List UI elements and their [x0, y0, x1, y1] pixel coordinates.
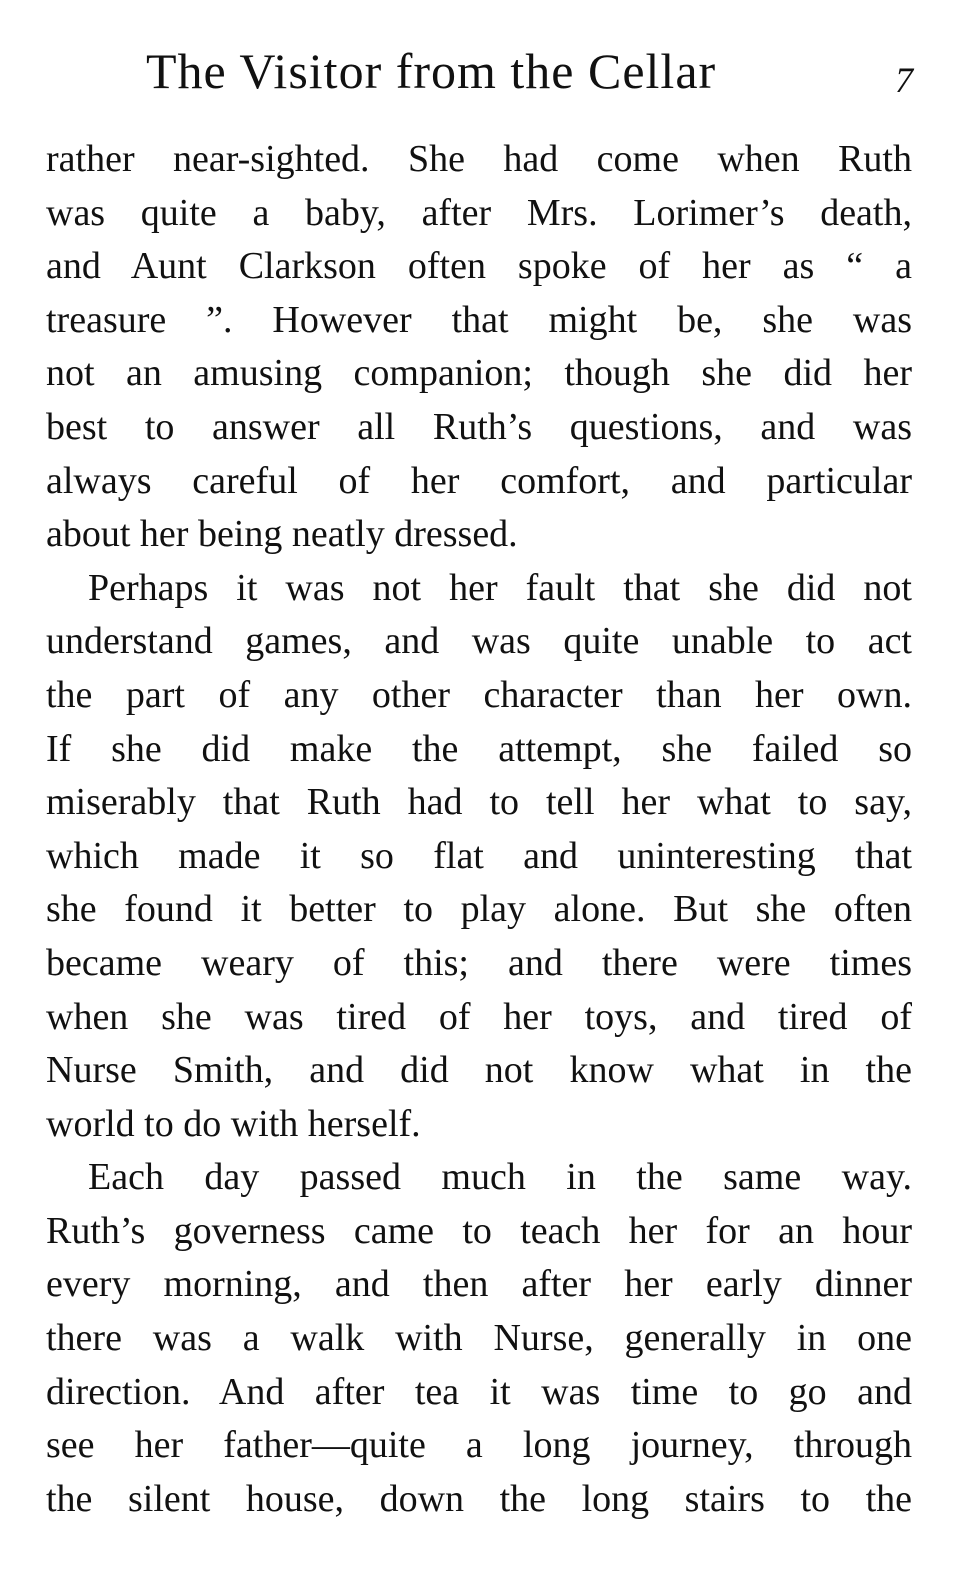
text-line: about her being neatly dressed. [46, 513, 518, 556]
page-number: 7 [895, 60, 913, 100]
text-line: Nurse Smith, and did not know what in the [46, 1049, 912, 1092]
text-line: which made it so flat and uninteresting that [46, 834, 912, 877]
text-line: the part of any other character than her own. [46, 673, 912, 716]
text-line: world to do with herself. [46, 1102, 421, 1145]
text-line: direction. And after tea it was time to go and [46, 1370, 912, 1413]
text-line: and Aunt Clarkson often spoke of her as “ a [46, 245, 912, 288]
text-line: treasure ”. However that might be, she was [46, 298, 912, 341]
body-text [46, 133, 912, 1526]
text-line: there was a walk with Nurse, generally in one [46, 1317, 912, 1360]
text-line: Perhaps it was not her fault that she did not [88, 566, 912, 609]
text-line: was quite a baby, after Mrs. Lorimer’s death, [46, 191, 912, 234]
text-line: she found it better to play alone. But she often [46, 888, 912, 931]
text-line: Each day passed much in the same way. [88, 1156, 912, 1199]
text-line: best to answer all Ruth’s questions, and was [46, 405, 912, 448]
text-line: rather near-sighted. She had come when Ruth [46, 138, 912, 180]
text-line: always careful of her comfort, and particular [46, 459, 912, 502]
running-head [0, 38, 966, 108]
text-line: became weary of this; and there were times [46, 941, 912, 984]
text-line: Ruth’s governess came to teach her for an hour [46, 1209, 912, 1252]
text-line: understand games, and was quite unable to act [46, 620, 912, 663]
text-line: the silent house, down the long stairs to the [46, 1477, 912, 1520]
text-line: every morning, and then after her early dinner [46, 1263, 912, 1306]
text-line: miserably that Ruth had to tell her what to say, [46, 781, 912, 824]
text-line: not an amusing companion; though she did her [46, 352, 912, 395]
running-title: The Visitor from the Cellar [146, 43, 717, 99]
text-line: see her father—quite a long journey, through [46, 1424, 912, 1467]
text-line: If she did make the attempt, she failed so [46, 727, 912, 770]
text-line: when she was tired of her toys, and tired of [46, 995, 912, 1038]
